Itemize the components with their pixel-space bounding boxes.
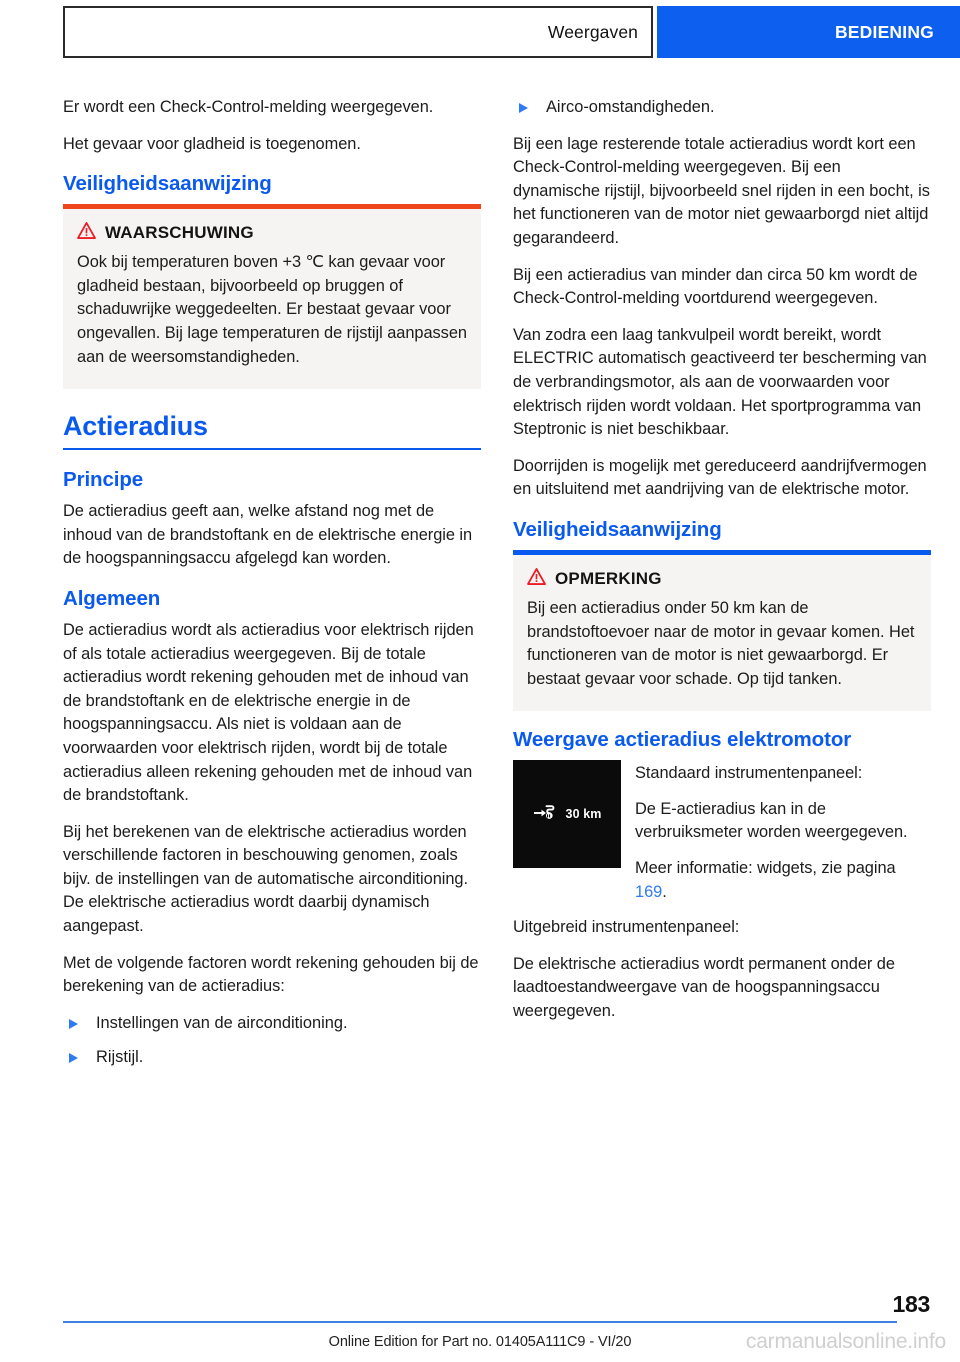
- list-item: [63, 1046, 481, 1070]
- cross-reference-suffix: .: [662, 882, 667, 901]
- left-column: [63, 96, 481, 1083]
- warning-box-text: Ook bij temperaturen boven +3 ℃ kan gevaar voor gladheid bestaan, bijvoorbeeld op bruggen of schaduwrijke weggedeelten. Er bestaat gevaar voor ongevallen. Bij lage temperaturen de rijstijl aanpassen aan de weersomstandigheden.: [77, 253, 467, 366]
- paragraph: Er wordt een Check-Control-melding weergegeven.: [63, 98, 434, 116]
- list-item: [513, 96, 931, 120]
- triangle-bullet-icon: [69, 1053, 78, 1063]
- paragraph: Bij een actieradius van minder dan circa 50 km wordt de Check-Control-melding voortdurend weergegeven.: [513, 265, 918, 308]
- cross-reference-prefix: Meer informatie: widgets, zie pagina: [635, 859, 896, 878]
- paragraph: Standaard instrumentenpaneel:: [635, 764, 863, 783]
- safety-heading-block: [63, 172, 481, 196]
- paragraph: Bij het berekenen van de elektrische actieradius worden verschillende factoren in beschouwing genomen, zoals bijv. de instellingen van de automatische airconditioning. De elektrische actieradius wordt daarbij dynamisch aangepast.: [63, 822, 468, 936]
- paragraph: Het gevaar voor gladheid is toegenomen.: [63, 134, 361, 153]
- figure-block: [513, 760, 931, 904]
- paragraph: Doorrijden is mogelijk met gereduceerd aandrijfvermogen en uitsluitend met aandrijving van de elektrische motor.: [513, 456, 927, 499]
- edition-note: Online Edition for Part no. 01405A111C9 - VI/20: [328, 1334, 632, 1350]
- paragraph: De E-actieradius kan in de verbruiksmeter worden weergegeven.: [635, 799, 908, 842]
- heading-actieradius: Actieradius: [63, 411, 208, 442]
- list-item-label: Rijstijl.: [96, 1048, 144, 1067]
- section-rule: [63, 448, 481, 450]
- heading-algemeen: Algemeen: [63, 586, 161, 610]
- list-item-label: Instellingen van de airconditioning.: [96, 1013, 348, 1032]
- note-box: [513, 550, 931, 711]
- heading-veiligheidsaanwijzing: Veiligheidsaanwijzing: [63, 172, 272, 196]
- instrument-cluster-figure: [513, 760, 621, 868]
- paragraph: De elektrische actieradius wordt permanent onder de laadtoestandweergave van de hoogspanningsaccu weergegeven.: [513, 954, 895, 1021]
- closing-text-block: [513, 916, 931, 1023]
- watermark: carmanualsonline.info: [745, 1330, 946, 1353]
- cross-reference-page-link[interactable]: 169: [635, 882, 663, 901]
- paragraph: Bij een lage resterende totale actieradius wordt kort een Check-Control-melding weergegeven. Bij een dynamische rijstijl, bijvoorbeeld snel rijden in een bocht, is het functioneren van de motor niet gewaarborgd niet altijd gegarandeerd.: [513, 134, 930, 247]
- top-bullet-list: [513, 96, 931, 120]
- figure-caption-text: [635, 760, 931, 904]
- heading-veiligheidsaanwijzing-right: Veiligheidsaanwijzing: [513, 517, 722, 541]
- warning-box-title: WAARSCHUWING: [105, 223, 254, 243]
- heading-principe: Principe: [63, 468, 144, 492]
- paragraph: Met de volgende factoren wordt rekening gehouden bij de berekening van de actieradius:: [63, 953, 479, 996]
- warning-box: [63, 204, 481, 389]
- triangle-bullet-icon: [69, 1019, 78, 1029]
- header-running-title: Weergaven: [547, 21, 638, 42]
- cross-reference-paragraph: [635, 857, 931, 904]
- note-box-title: OPMERKING: [555, 568, 662, 588]
- note-box-header: [527, 568, 917, 590]
- warning-triangle-icon: [527, 568, 546, 590]
- right-column: [513, 96, 931, 1024]
- paragraph: De actieradius geeft aan, welke afstand nog met de inhoud van de brandstoftank en de elektrische energie in de hoogspanningsaccu afgelegd kan worden.: [63, 502, 473, 568]
- warning-box-header: [77, 222, 467, 244]
- ev-charge-range-icon: [533, 802, 559, 827]
- paragraph: Uitgebreid instrumentenpaneel:: [513, 918, 740, 937]
- header-chapter-title: BEDIENING: [834, 21, 934, 42]
- list-item-label: Airco-omstandigheden.: [546, 98, 715, 116]
- page-number: 183: [892, 1291, 930, 1317]
- footer-rule: [63, 1321, 897, 1323]
- note-box-text: Bij een actieradius onder 50 km kan de brandstoftoevoer naar de motor in gevaar komen. Het functioneren van de motor is niet gewaarborgd. Er bestaat gevaar voor schade. Op tijd tanken.: [527, 598, 915, 688]
- page-footer: [0, 1272, 960, 1362]
- heading-weergave-actieradius-elektromotor: Weergave actieradius elektromotor: [513, 728, 852, 752]
- factor-bullet-list: [63, 1012, 481, 1070]
- list-item: [63, 1012, 481, 1036]
- figure-range-value: 30 km: [565, 807, 602, 822]
- triangle-bullet-icon: [519, 103, 528, 113]
- paragraph: De actieradius wordt als actieradius voor elektrisch rijden of als totale actieradius weergegeven. Bij de totale actieradius wordt rekening gehouden met de inhoud van de brandstoftank en de elektrische energie in de hoogspanningsaccu. Als niet is voldaan aan de voorwaarden voor elektrisch rijden, wordt bij de totale actieradius alleen rekening gehouden met de inhoud van de brandstoftank.: [63, 620, 474, 805]
- warning-triangle-icon: [77, 222, 96, 244]
- paragraph: Van zodra een laag tankvulpeil wordt bereikt, wordt ELECTRIC automatisch geactiveerd ter bescherming van de verbrandingsmotor, als aan de voorwaarden voor elektrisch rijden wordt voldaan. Het sportprogramma van Steptronic is niet beschikbaar.: [513, 325, 927, 439]
